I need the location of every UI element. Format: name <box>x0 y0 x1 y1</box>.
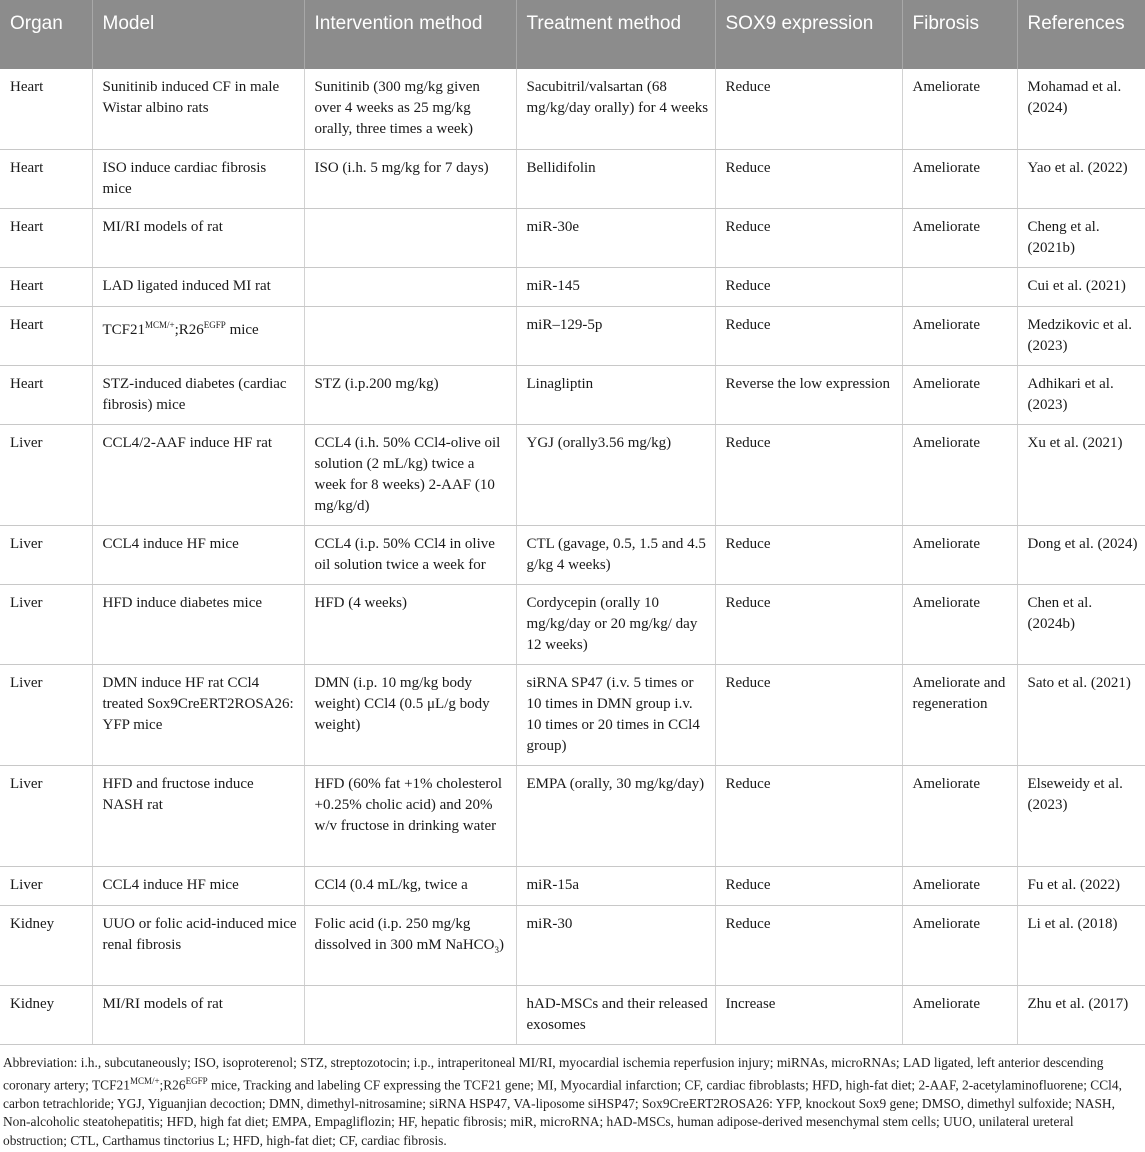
header-organ: Organ <box>0 0 92 69</box>
intervention-text: ) <box>499 936 504 953</box>
cell-organ: Liver <box>0 424 92 525</box>
cell-reference: Fu et al. (2022) <box>1017 866 1145 905</box>
cell-model: UUO or folic acid-induced mice renal fibrosis <box>92 905 304 985</box>
cell-sox9: Reduce <box>715 208 902 267</box>
cell-treatment: Linagliptin <box>516 365 715 424</box>
cell-sox9: Reduce <box>715 149 902 208</box>
header-fibrosis: Fibrosis <box>902 0 1017 69</box>
table-row <box>0 208 1145 267</box>
cell-organ: Heart <box>0 267 92 306</box>
cell-model: LAD ligated induced MI rat <box>92 267 304 306</box>
model-text: ;R26 <box>174 321 204 338</box>
cell-organ: Liver <box>0 525 92 584</box>
cell-reference: Medzikovic et al. (2023) <box>1017 306 1145 365</box>
cell-reference: Li et al. (2018) <box>1017 905 1145 985</box>
cell-model: CCL4 induce HF mice <box>92 525 304 584</box>
cell-organ: Heart <box>0 208 92 267</box>
cell-model: CCL4 induce HF mice <box>92 866 304 905</box>
cell-sox9: Reduce <box>715 664 902 765</box>
cell-organ: Heart <box>0 69 92 149</box>
cell-reference: Xu et al. (2021) <box>1017 424 1145 525</box>
cell-organ: Heart <box>0 306 92 365</box>
cell-sox9: Reduce <box>715 69 902 149</box>
cell-reference: Mohamad et al. (2024) <box>1017 69 1145 149</box>
cell-reference: Zhu et al. (2017) <box>1017 985 1145 1044</box>
cell-sox9: Reduce <box>715 525 902 584</box>
cell-treatment: Sacubitril/valsartan (68 mg/kg/day orally) for 4 weeks <box>516 69 715 149</box>
cell-sox9: Reduce <box>715 424 902 525</box>
cell-intervention <box>304 985 516 1044</box>
cell-treatment: miR-15a <box>516 866 715 905</box>
cell-fibrosis: Ameliorate <box>902 985 1017 1044</box>
table-footnote <box>0 1045 1145 1151</box>
cell-reference: Elseweidy et al. (2023) <box>1017 765 1145 866</box>
cell-sox9: Reduce <box>715 306 902 365</box>
cell-fibrosis: Ameliorate <box>902 584 1017 664</box>
header-references: References <box>1017 0 1145 69</box>
cell-fibrosis: Ameliorate <box>902 306 1017 365</box>
table-row <box>0 985 1145 1044</box>
model-text: mice <box>225 321 259 338</box>
cell-model: STZ-induced diabetes (cardiac fibrosis) mice <box>92 365 304 424</box>
cell-organ: Liver <box>0 765 92 866</box>
header-intervention-method: Intervention method <box>304 0 516 69</box>
table-row <box>0 905 1145 985</box>
cell-reference: Yao et al. (2022) <box>1017 149 1145 208</box>
table-row <box>0 69 1145 149</box>
table-row <box>0 664 1145 765</box>
header-row <box>0 0 1145 69</box>
superscript: EGFP <box>185 1076 208 1086</box>
cell-sox9: Reduce <box>715 267 902 306</box>
footnote-text: mice, Tracking and labeling CF expressing the TCF21 gene; MI, Myocardial infarction; CF, cardiac fibroblasts; HFD, high-fat diet; 2-AAF, 2-acetylaminofluorene; CCl4, carbon tetrachloride; YGJ, Yiguanjian decoction; DMN, dimethyl-nitrosamine; siRNA HSP47, VA-liposome siHSP47; Sox9CreERT2ROSA26: YFP, knockout Sox9 gene; DMSO, dimethyl sulfoxide; NASH, Non-alcoholic steatohepatitis; HFD, high fat diet; EMPA, Empagliflozin; HF, hepatic fibrosis; miR, microRNA; hAD-MSCs, human adipose-derived mesenchymal stem cells; UUO, unilateral ureteral obstruction; CTL, Carthamus tinctorius L; HFD, high-fat diet; CF, cardiac fibrosis. <box>3 1077 1122 1148</box>
cell-intervention: CCl4 (0.4 mL/kg, twice a <box>304 866 516 905</box>
table-row <box>0 424 1145 525</box>
cell-model <box>92 306 304 365</box>
cell-reference: Sato et al. (2021) <box>1017 664 1145 765</box>
table-row <box>0 584 1145 664</box>
footnote-text: Abbreviation: i.h., subcutaneously; ISO, isoproterenol; STZ, streptozotocin; i.p., intraperitoneal MI/RI, myocardial ischemia reperfusion injury; miRNAs, microRNAs; LAD ligated, left anterior descending coronary artery; TCF21 <box>3 1054 1104 1093</box>
cell-model: MI/RI models of rat <box>92 985 304 1044</box>
superscript: MCM/+ <box>145 319 175 330</box>
cell-organ: Heart <box>0 149 92 208</box>
footnote-text: ;R26 <box>159 1077 186 1093</box>
cell-organ: Kidney <box>0 985 92 1044</box>
cell-treatment: siRNA SP47 (i.v. 5 times or 10 times in DMN group i.v. 10 times or 20 times in CCl4 group) <box>516 664 715 765</box>
cell-model: HFD and fructose induce NASH rat <box>92 765 304 866</box>
header-model: Model <box>92 0 304 69</box>
cell-sox9: Reduce <box>715 584 902 664</box>
cell-intervention: CCL4 (i.h. 50% CCl4-olive oil solution (2 mL/kg) twice a week for 8 weeks) 2-AAF (10 mg/kg/d) <box>304 424 516 525</box>
table-row <box>0 365 1145 424</box>
cell-fibrosis: Ameliorate <box>902 149 1017 208</box>
table-row <box>0 866 1145 905</box>
table-row <box>0 306 1145 365</box>
cell-intervention: Sunitinib (300 mg/kg given over 4 weeks as 25 mg/kg orally, three times a week) <box>304 69 516 149</box>
table-row <box>0 525 1145 584</box>
cell-model: ISO induce cardiac fibrosis mice <box>92 149 304 208</box>
cell-fibrosis: Ameliorate <box>902 525 1017 584</box>
subscript: 3 <box>494 944 499 955</box>
table-row <box>0 149 1145 208</box>
model-text: TCF21 <box>102 321 146 338</box>
cell-treatment: miR-145 <box>516 267 715 306</box>
cell-reference: Cui et al. (2021) <box>1017 267 1145 306</box>
superscript: MCM/+ <box>129 1076 160 1086</box>
cell-intervention <box>304 306 516 365</box>
cell-fibrosis: Ameliorate <box>902 69 1017 149</box>
table-body <box>0 69 1145 1044</box>
header-sox9-expression: SOX9 expression <box>715 0 902 69</box>
cell-intervention: STZ (i.p.200 mg/kg) <box>304 365 516 424</box>
cell-organ: Kidney <box>0 905 92 985</box>
table-row <box>0 267 1145 306</box>
cell-sox9: Reduce <box>715 765 902 866</box>
table-header <box>0 0 1145 69</box>
superscript: EGFP <box>203 319 226 330</box>
cell-treatment: Bellidifolin <box>516 149 715 208</box>
cell-intervention <box>304 905 516 985</box>
cell-intervention: CCL4 (i.p. 50% CCl4 in olive oil solution twice a week for <box>304 525 516 584</box>
cell-treatment: miR-30 <box>516 905 715 985</box>
cell-model: HFD induce diabetes mice <box>92 584 304 664</box>
cell-fibrosis: Ameliorate <box>902 424 1017 525</box>
cell-treatment: CTL (gavage, 0.5, 1.5 and 4.5 g/kg 4 weeks) <box>516 525 715 584</box>
intervention-text: Folic acid (i.p. 250 mg/kg dissolved in 300 mM NaHCO <box>314 915 495 953</box>
cell-organ: Heart <box>0 365 92 424</box>
cell-treatment: miR–129-5p <box>516 306 715 365</box>
header-treatment-method: Treatment method <box>516 0 715 69</box>
cell-fibrosis: Ameliorate <box>902 208 1017 267</box>
cell-treatment: miR-30e <box>516 208 715 267</box>
cell-intervention: HFD (4 weeks) <box>304 584 516 664</box>
cell-sox9: Increase <box>715 985 902 1044</box>
cell-intervention <box>304 267 516 306</box>
cell-intervention: HFD (60% fat +1% cholesterol +0.25% cholic acid) and 20% w/v fructose in drinking water <box>304 765 516 866</box>
cell-fibrosis: Ameliorate <box>902 905 1017 985</box>
cell-model: Sunitinib induced CF in male Wistar albino rats <box>92 69 304 149</box>
cell-treatment: EMPA (orally, 30 mg/kg/day) <box>516 765 715 866</box>
cell-fibrosis: Ameliorate and regeneration <box>902 664 1017 765</box>
cell-treatment: Cordycepin (orally 10 mg/kg/day or 20 mg/kg/ day 12 weeks) <box>516 584 715 664</box>
cell-sox9: Reduce <box>715 866 902 905</box>
cell-fibrosis: Ameliorate <box>902 765 1017 866</box>
cell-treatment: hAD-MSCs and their released exosomes <box>516 985 715 1044</box>
cell-model: MI/RI models of rat <box>92 208 304 267</box>
cell-sox9: Reverse the low expression <box>715 365 902 424</box>
cell-fibrosis: Ameliorate <box>902 365 1017 424</box>
cell-intervention: ISO (i.h. 5 mg/kg for 7 days) <box>304 149 516 208</box>
cell-reference: Adhikari et al. (2023) <box>1017 365 1145 424</box>
cell-model: DMN induce HF rat CCl4 treated Sox9CreERT2ROSA26: YFP mice <box>92 664 304 765</box>
cell-reference: Chen et al. (2024b) <box>1017 584 1145 664</box>
cell-reference: Cheng et al. (2021b) <box>1017 208 1145 267</box>
cell-intervention <box>304 208 516 267</box>
cell-organ: Liver <box>0 866 92 905</box>
cell-intervention: DMN (i.p. 10 mg/kg body weight) CCl4 (0.5 μL/g body weight) <box>304 664 516 765</box>
cell-organ: Liver <box>0 664 92 765</box>
cell-organ: Liver <box>0 584 92 664</box>
cell-reference: Dong et al. (2024) <box>1017 525 1145 584</box>
cell-fibrosis: Ameliorate <box>902 866 1017 905</box>
cell-sox9: Reduce <box>715 905 902 985</box>
table-row <box>0 765 1145 866</box>
cell-fibrosis <box>902 267 1017 306</box>
cell-model: CCL4/2-AAF induce HF rat <box>92 424 304 525</box>
cell-treatment: YGJ (orally3.56 mg/kg) <box>516 424 715 525</box>
